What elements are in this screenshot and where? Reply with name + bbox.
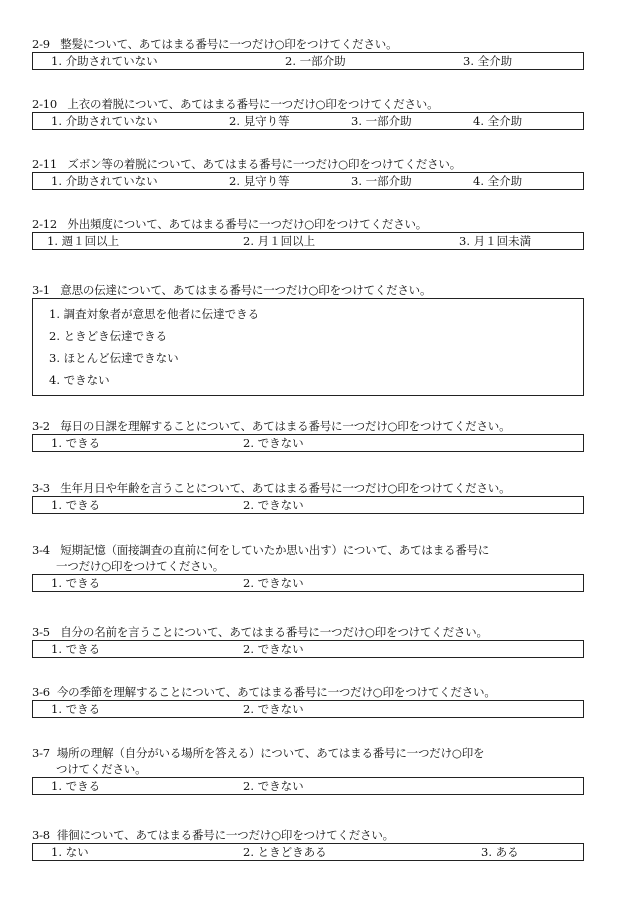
option-1[interactable]: 1. できる [51,576,101,590]
question-text: ズボン等の着脱について、あてはまる番号に一つだけ○印をつけてください。 [67,157,461,171]
question-title [32,480,626,496]
option-2[interactable]: 2. 見守り等 [229,174,290,188]
question-title [32,827,626,843]
option-2[interactable]: 2. できない [243,576,304,590]
question-3-1 [32,282,626,396]
question-number: 2-11 [32,157,58,171]
question-number: 2-9 [32,37,50,51]
option-1[interactable]: 1. できる [51,436,101,450]
option-2[interactable]: 2. 一部介助 [285,54,346,68]
question-text: 外出頻度について、あてはまる番号に一つだけ○印をつけてください。 [67,217,428,231]
option-4[interactable]: 4. 全介助 [473,114,523,128]
question-text: 生年月日や年齢を言うことについて、あてはまる番号に一つだけ○印をつけてください。 [60,481,511,495]
question-number: 3-1 [32,283,50,297]
question-text: 自分の名前を言うことについて、あてはまる番号に一つだけ○印をつけてください。 [60,625,488,639]
option-2[interactable]: 2. できない [243,498,304,512]
question-text-line2: つけてください。 [56,762,147,776]
question-text-line2: 一つだけ○印をつけてください。 [56,559,225,573]
option-4[interactable]: 4. できない [49,373,110,387]
question-number: 3-4 [32,543,50,557]
option-1[interactable]: 1. できる [51,702,101,716]
question-2-10 [32,96,626,130]
question-text: 短期記憶（面接調査の直前に何をしていたか思い出す）について、あてはまる番号に [60,543,490,557]
question-title [32,156,626,172]
question-number: 2-12 [32,217,58,231]
option-box [32,574,584,592]
option-1[interactable]: 1. できる [51,642,101,656]
option-2[interactable]: 2. できない [243,436,304,450]
option-box [32,172,584,190]
question-text: 徘徊について、あてはまる番号に一つだけ○印をつけてください。 [56,828,394,842]
option-box [32,700,584,718]
option-3[interactable]: 3. 月１回未満 [459,234,532,248]
option-4[interactable]: 4. 全介助 [473,174,523,188]
question-title [32,418,626,434]
question-number: 2-10 [32,97,58,111]
option-1[interactable]: 1. 介助されていない [51,114,158,128]
option-2[interactable]: 2. ときどき伝達できる [49,329,168,343]
question-2-12 [32,216,626,250]
question-number: 3-8 [32,828,50,842]
question-number: 3-5 [32,625,50,639]
question-3-6 [32,684,626,718]
option-box [32,232,584,250]
question-title [32,745,626,777]
question-number: 3-6 [32,685,50,699]
question-2-9 [32,36,626,70]
option-1[interactable]: 1. ない [51,845,89,859]
option-1[interactable]: 1. 介助されていない [51,54,158,68]
option-1[interactable]: 1. 週１回以上 [47,234,120,248]
option-1[interactable]: 1. 調査対象者が意思を他者に伝達できる [49,307,260,321]
option-1[interactable]: 1. できる [51,779,101,793]
option-2[interactable]: 2. 月１回以上 [243,234,316,248]
option-3[interactable]: 3. 全介助 [463,54,513,68]
question-title [32,216,626,232]
option-3[interactable]: 3. ほとんど伝達できない [49,351,179,365]
option-2[interactable]: 2. できない [243,702,304,716]
question-title [32,624,626,640]
question-text: 上衣の着脱について、あてはまる番号に一つだけ○印をつけてください。 [67,97,439,111]
question-text: 場所の理解（自分がいる場所を答える）について、あてはまる番号に一つだけ○印を [56,746,485,760]
question-3-8 [32,827,626,861]
question-title [32,282,626,298]
question-number: 3-2 [32,419,50,433]
option-box [32,640,584,658]
question-3-3 [32,480,626,514]
option-2[interactable]: 2. できない [243,779,304,793]
option-3[interactable]: 3. ある [481,845,519,859]
question-title [32,36,626,52]
option-box [32,843,584,861]
question-title [32,96,626,112]
option-box [32,777,584,795]
option-box [32,434,584,452]
question-3-5 [32,624,626,658]
question-3-7 [32,745,626,795]
question-text: 今の季節を理解することについて、あてはまる番号に一つだけ○印をつけてください。 [56,685,496,699]
option-1[interactable]: 1. 介助されていない [51,174,158,188]
question-3-4 [32,542,626,592]
question-text: 意思の伝達について、あてはまる番号に一つだけ○印をつけてください。 [60,283,432,297]
question-text: 毎日の日課を理解することについて、あてはまる番号に一つだけ○印をつけてください。 [60,419,511,433]
option-2[interactable]: 2. 見守り等 [229,114,290,128]
question-3-2 [32,418,626,452]
option-box [32,112,584,130]
option-3[interactable]: 3. 一部介助 [351,174,412,188]
option-2[interactable]: 2. できない [243,642,304,656]
question-title [32,684,626,700]
option-box [32,496,584,514]
option-box [32,52,584,70]
option-box [32,298,584,396]
question-number: 3-3 [32,481,50,495]
option-1[interactable]: 1. できる [51,498,101,512]
question-2-11 [32,156,626,190]
option-3[interactable]: 3. 一部介助 [351,114,412,128]
question-text: 整髪について、あてはまる番号に一つだけ○印をつけてください。 [60,37,398,51]
question-title [32,542,626,574]
question-number: 3-7 [32,746,50,760]
option-2[interactable]: 2. ときどきある [243,845,327,859]
